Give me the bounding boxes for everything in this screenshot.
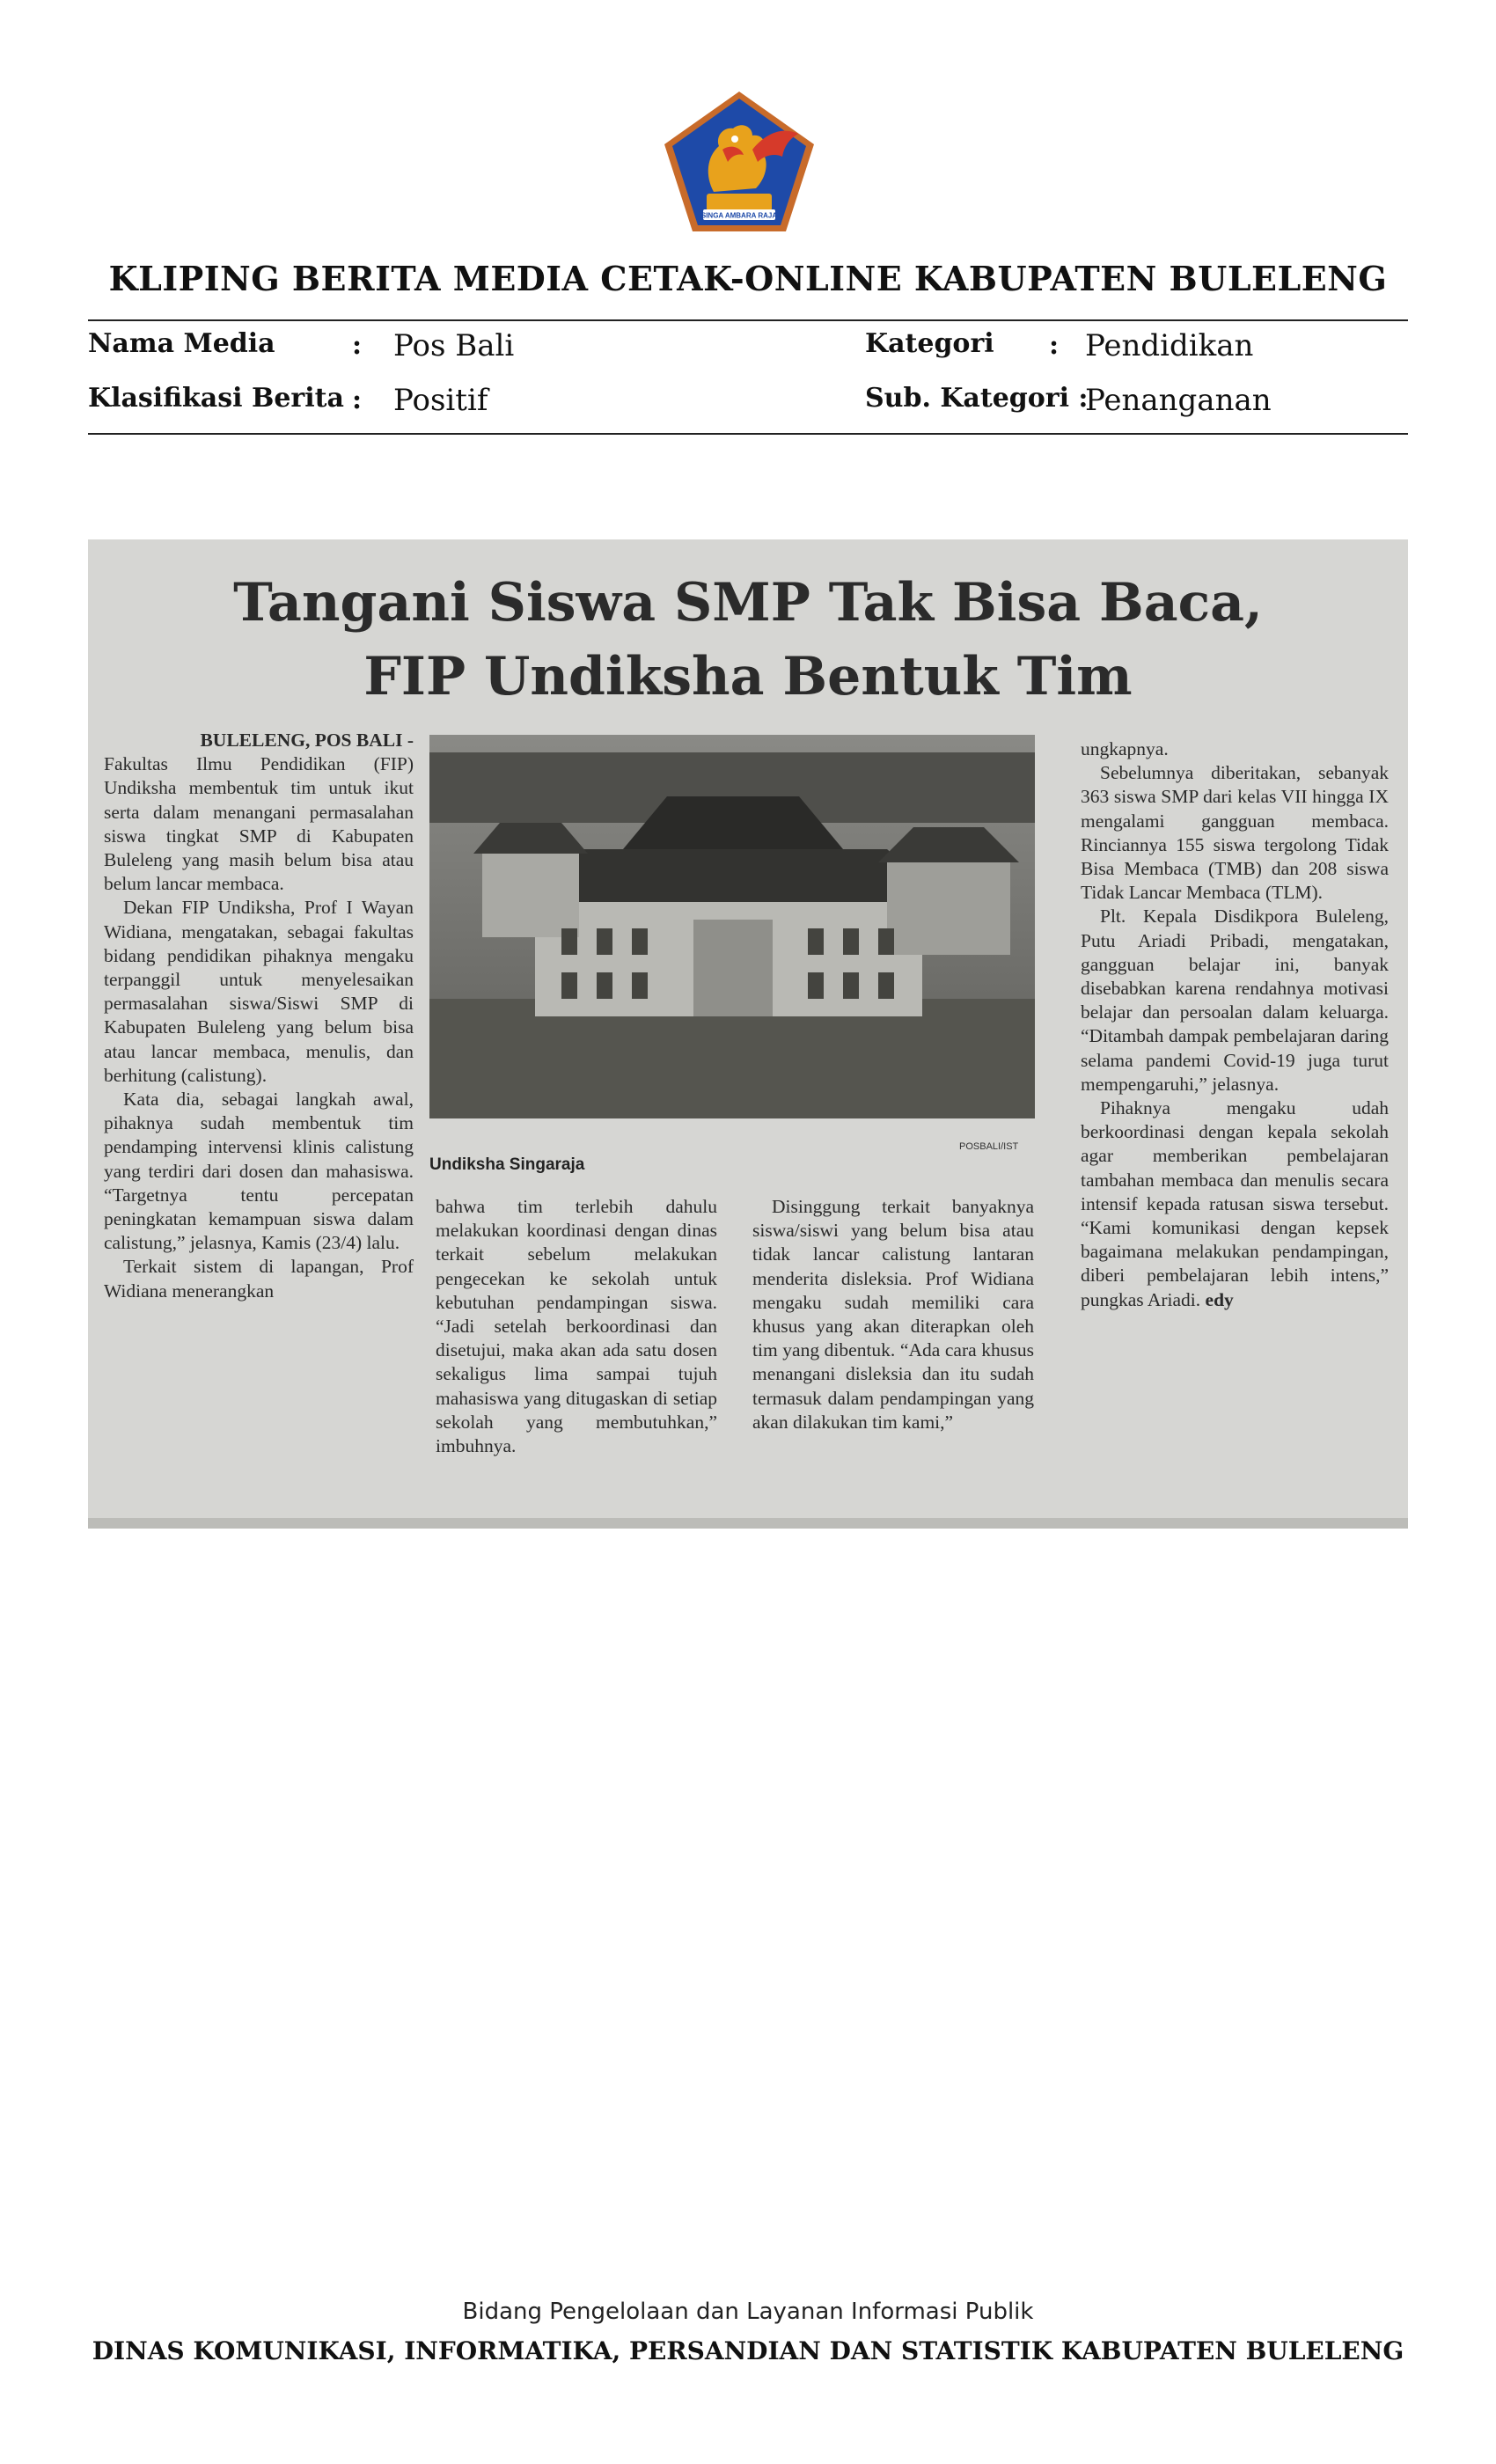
author-signature: edy [1205,1288,1234,1310]
logo-motto: SINGA AMBARA RAJA [700,211,778,220]
col4-paragraph-3: Pihaknya mengaku udah berkoordinasi dengan kepala sekolah agar memberikan pembelajaran tambahan membaca dan menulis secara intensif kepada ratusan siswa tersebut. “Kami komunikasi dengan kepsek bagaimana melakukan pendampingan, diberi pembelajaran lebih intens,” pungkas Ariadi. [1081,1097,1389,1310]
classification-label: Klasifikasi Berita [88,383,344,414]
media-label: Nama Media [88,328,275,359]
subcategory-value: Penanganan [1085,383,1272,418]
classification-colon: : [352,385,363,415]
subcategory-label: Sub. Kategori : [865,383,1089,414]
category-colon: : [1049,330,1060,361]
photo-credit: POSBALI/IST [959,1141,1019,1152]
col4-paragraph-1: Sebelumnya diberitakan, sebanyak 363 siswa SMP dari kelas VII hingga IX mengalami gangguan membaca. Rinciannya 155 siswa tergolong Tidak Bisa Membaca (TMB) dan 208 siswa Tidak Lancar Membaca (TLM). [1081,762,1389,904]
header-rule-bottom [88,433,1408,435]
classification-value: Positif [393,383,488,418]
photo-caption: Undiksha Singaraja [429,1155,585,1174]
category-value: Pendidikan [1085,328,1254,363]
article-headline [123,566,1373,714]
col1-paragraph-3: Kata dia, sebagai langkah awal, pihaknya sudah membentuk tim pendamping intervensi klinis calistung yang terdiri dari dosen dan mahasiswa. “Targetnya tentu percepatan peningkatan kemampuan siswa dalam calistung,” jelasnya, Kamis (23/4) lalu. [104,1089,414,1254]
header-rule-top [88,319,1408,321]
col2-paragraph-1: bahwa tim terlebih dahulu melakukan koordinasi dengan dinas terkait sebelum melakukan pengecekan ke sekolah untuk kebutuhan pendampingan siswa. “Jadi setelah berkoordinasi dan disetujui, maka akan ada satu dosen sekaligus lima sampai tujuh mahasiswa yang ditugaskan di setiap sekolah yang membutuhkan,” imbuhnya. [436,1196,717,1457]
col1-paragraph-4: Terkait sistem di lapangan, Prof Widiana menerangkan [104,1256,414,1302]
article-column-4 [1081,737,1389,1312]
article-column-3 [752,1195,1034,1434]
article-column-1 [104,729,414,1345]
media-colon: : [352,330,363,361]
col1-paragraph-2: Dekan FIP Undiksha, Prof I Wayan Widiana, mengatakan, sebagai fakultas bidang pendidikan pihaknya mengaku terpanggil untuk menyelesaikan permasalahan siswa/Siswi SMP di Kabupaten Buleleng yang belum bisa atau lancar membaca, menulis, dan berhitung (calistung). [104,897,414,1086]
category-label: Kategori [865,328,994,359]
article-dateline: BULELENG, POS BALI - [200,730,414,751]
article-column-2 [436,1195,717,1458]
headline-line-1: Tangani Siswa SMP Tak Bisa Baca, [233,572,1263,634]
col4-paragraph-2: Plt. Kepala Disdikpora Buleleng, Putu Ariadi Pribadi, mengatakan, gangguan belajar ini, banyak disebabkan karena rendahnya motivasi belajar dan persoalan dalam keluarga. “Ditambah dampak pembelajaran daring selama pandemi Covid-19 juga turut mempengaruhi,” jelasnya. [1081,906,1389,1095]
col3-paragraph-1: Disinggung terkait banyaknya siswa/siswi yang belum bisa atau tidak lancar calistung lantaran menderita disleksia. Prof Widiana mengaku sudah memiliki cara khusus yang akan diterapkan oleh tim yang dibentuk. “Ada cara khusus menangani disleksia dan itu sudah termasuk dalam pendampingan yang akan dilakukan tim kami,” [752,1196,1034,1433]
footer-agency: DINAS KOMUNIKASI, INFORMATIKA, PERSANDIAN DAN STATISTIK KABUPATEN BULELENG [92,2336,1404,2365]
article-photo [429,735,1035,1118]
col1-paragraph-1: Fakultas Ilmu Pendidikan (FIP) Undiksha membentuk tim untuk ikut serta dalam menangani permasalahan siswa tingkat SMP di Kabupaten Buleleng yang masih belum bisa atau belum lancar membaca. [104,753,414,895]
headline-line-2: FIP Undiksha Bentuk Tim [363,646,1133,708]
media-value: Pos Bali [393,328,515,363]
footer-division: Bidang Pengelolaan dan Layanan Informasi Publik [462,2299,1034,2325]
emblem-logo [661,88,818,235]
document-title: KLIPING BERITA MEDIA CETAK-ONLINE KABUPATEN BULELENG [108,259,1388,298]
col4-paragraph-0: ungkapnya. [1081,738,1169,759]
newspaper-clipping [88,539,1408,1529]
